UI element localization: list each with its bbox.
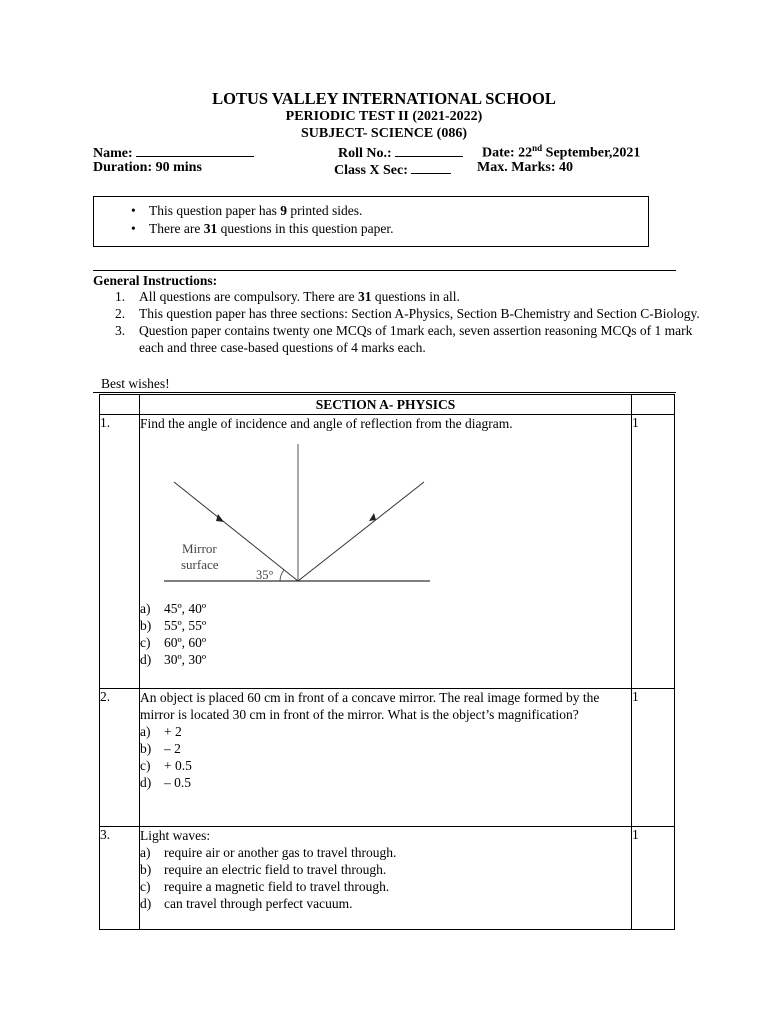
- question-marks: 1: [632, 689, 675, 827]
- option: d) – 0.5: [140, 775, 191, 790]
- option: c) + 0.5: [140, 758, 192, 773]
- section-header-row: [100, 395, 675, 415]
- angle-arc: [280, 570, 284, 581]
- school-name: LOTUS VALLEY INTERNATIONAL SCHOOL: [212, 89, 556, 108]
- option: b) 55º, 55º: [140, 618, 207, 633]
- max-marks: Max. Marks: 40: [477, 160, 574, 175]
- question-text: An object is placed 60 cm in front of a concave mirror. The real image formed by the mirror is located 30 cm in front of the mirror. What is the object’s magnification?: [140, 690, 600, 722]
- option: b) require an electric field to travel through.: [140, 862, 387, 877]
- class-label: Class X Sec:: [334, 163, 408, 178]
- date-field: Date: 22nd September,2021: [482, 143, 641, 161]
- question-text: Light waves:: [140, 828, 211, 843]
- option: a) require air or another gas to travel through.: [140, 845, 397, 860]
- mirror-label: Mirror: [182, 541, 217, 556]
- options-list: [140, 600, 631, 668]
- test-title: PERIODIC TEST II (2021-2022): [285, 109, 483, 124]
- reflected-arrow-icon: [369, 513, 376, 521]
- question-number: 1.: [100, 415, 140, 689]
- reflected-ray: [298, 482, 424, 581]
- option: c) require a magnetic field to travel through.: [140, 879, 390, 894]
- instructions-title: General Instructions:: [93, 273, 218, 288]
- question-number: 3.: [100, 827, 140, 930]
- info-line-1: • This question paper has 9 printed sides.: [131, 203, 363, 218]
- bullet-icon: •: [131, 221, 136, 236]
- question-row: [100, 415, 675, 689]
- question-row: [100, 827, 675, 930]
- closing-note: Best wishes!: [101, 376, 170, 391]
- duration: Duration: 90 mins: [93, 160, 202, 175]
- option: a) + 2: [140, 724, 182, 739]
- option: d) can travel through perfect vacuum.: [140, 896, 353, 911]
- divider: [93, 270, 676, 271]
- name-label: Name:: [93, 146, 133, 161]
- question-number: 2.: [100, 689, 140, 827]
- bullet-icon: •: [131, 203, 136, 218]
- angle-label: 35°: [256, 568, 274, 582]
- question-row: [100, 689, 675, 827]
- option: b) – 2: [140, 741, 181, 756]
- question-body: [140, 827, 632, 930]
- reflection-diagram: [162, 436, 462, 596]
- options-list: [140, 844, 631, 912]
- option: a) 45º, 40º: [140, 601, 207, 616]
- question-body: [140, 689, 632, 827]
- questions-table: [99, 394, 675, 930]
- info-line-2: • There are 31 questions in this question paper.: [131, 221, 394, 236]
- question-body: [140, 415, 632, 689]
- instruction-item: 1. All questions are compulsory. There are 31 questions in all.: [115, 289, 460, 304]
- section-title: SECTION A- PHYSICS: [140, 395, 632, 415]
- instruction-item: 2. This question paper has three sections: Section A-Physics, Section B-Chemistry and Section C-Biology.: [115, 306, 700, 321]
- instructions-list: [93, 288, 719, 356]
- divider: [93, 392, 676, 393]
- option: c) 60º, 60º: [140, 635, 207, 650]
- subject-title: SUBJECT- SCIENCE (086): [301, 126, 467, 141]
- class-field: [334, 160, 451, 179]
- question-marks: 1: [632, 827, 675, 930]
- option: d) 30º, 30º: [140, 652, 207, 667]
- question-text: Find the angle of incidence and angle of reflection from the diagram.: [140, 416, 513, 431]
- surface-label: surface: [181, 557, 219, 572]
- roll-blank: [395, 143, 463, 157]
- options-list: [140, 723, 631, 791]
- roll-label: Roll No.:: [338, 146, 392, 161]
- name-blank: [136, 143, 254, 157]
- question-marks: 1: [632, 415, 675, 689]
- incident-arrow-icon: [216, 514, 224, 522]
- instruction-item: 3. Question paper contains twenty one MCQs of 1mark each, seven assertion reasoning MCQs of 1 mark each and three case-based questions of 4 marks each.: [115, 323, 693, 355]
- section-blank: [411, 160, 451, 174]
